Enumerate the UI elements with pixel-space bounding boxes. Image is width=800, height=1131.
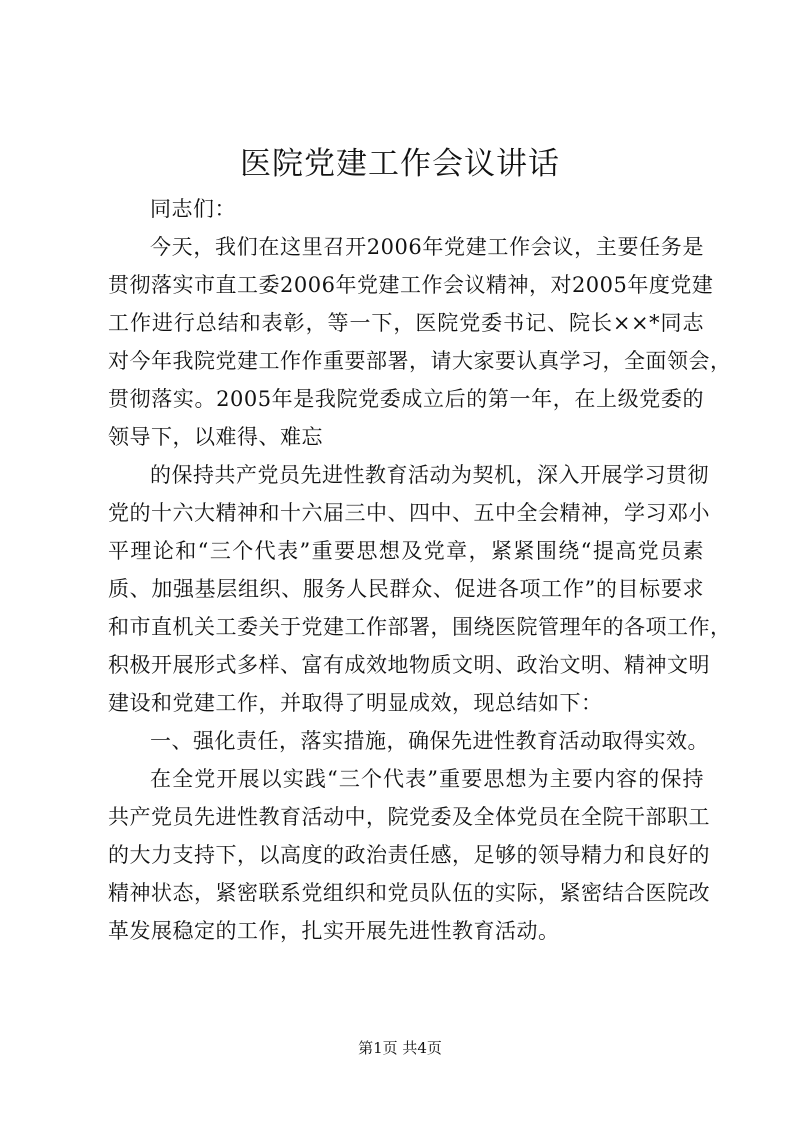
paragraph-line: 今天，我们在这里召开2006年党建工作会议，主要任务是	[150, 235, 704, 259]
paragraph-line: 共产党员先进性教育活动中，院党委及全体党员在全院干部职工	[108, 805, 710, 829]
paragraph-line: 的保持共产党员先进性教育活动为契机，深入开展学习贯彻	[150, 463, 709, 487]
paragraph-line: 贯彻落实市直工委2006年党建工作会议精神，对2005年度党建	[108, 273, 714, 297]
paragraph-line: 积极开展形式多样、富有成效地物质文明、政治文明、精神文明	[108, 653, 710, 677]
page-title: 医院党建工作会议讲话	[240, 146, 560, 182]
paragraph-line: 精神状态，紧密联系党组织和党员队伍的实际，紧密结合医院改	[108, 881, 710, 905]
paragraph-line: 工作进行总结和表彰，等一下，医院党委书记、院长××*同志	[108, 311, 704, 335]
paragraph-line: 对今年我院党建工作作重要部署，请大家要认真学习，全面领会，	[108, 349, 732, 373]
paragraph-line: 平理论和“三个代表”重要思想及党章，紧紧围绕“提高党员素	[108, 539, 704, 563]
salutation-line: 同志们：	[150, 197, 236, 221]
section-heading: 一、强化责任，落实措施，确保先进性教育活动取得实效。	[150, 729, 709, 753]
document-body	[108, 190, 732, 950]
paragraph-line: 革发展稳定的工作，扎实开展先进性教育活动。	[108, 919, 560, 943]
paragraph-line: 在全党开展以实践“三个代表”重要思想为主要内容的保持	[150, 767, 704, 791]
paragraph-line: 建设和党建工作，并取得了明显成效，现总结如下：	[108, 691, 603, 715]
paragraph-line: 贯彻落实。2005年是我院党委成立后的第一年，在上级党委的	[108, 387, 704, 411]
paragraph-line: 的大力支持下，以高度的政治责任感，足够的领导精力和良好的	[108, 843, 710, 867]
paragraph-line: 领导下，以难得、难忘	[108, 425, 323, 449]
page-number-footer: 第1页 共4页	[358, 1039, 442, 1057]
paragraph-line: 党的十六大精神和十六届三中、四中、五中全会精神，学习邓小	[108, 501, 710, 525]
paragraph-line: 和市直机关工委关于党建工作部署，围绕医院管理年的各项工作，	[108, 615, 732, 639]
paragraph-line: 质、加强基层组织、服务人民群众、促进各项工作”的目标要求	[108, 577, 704, 601]
